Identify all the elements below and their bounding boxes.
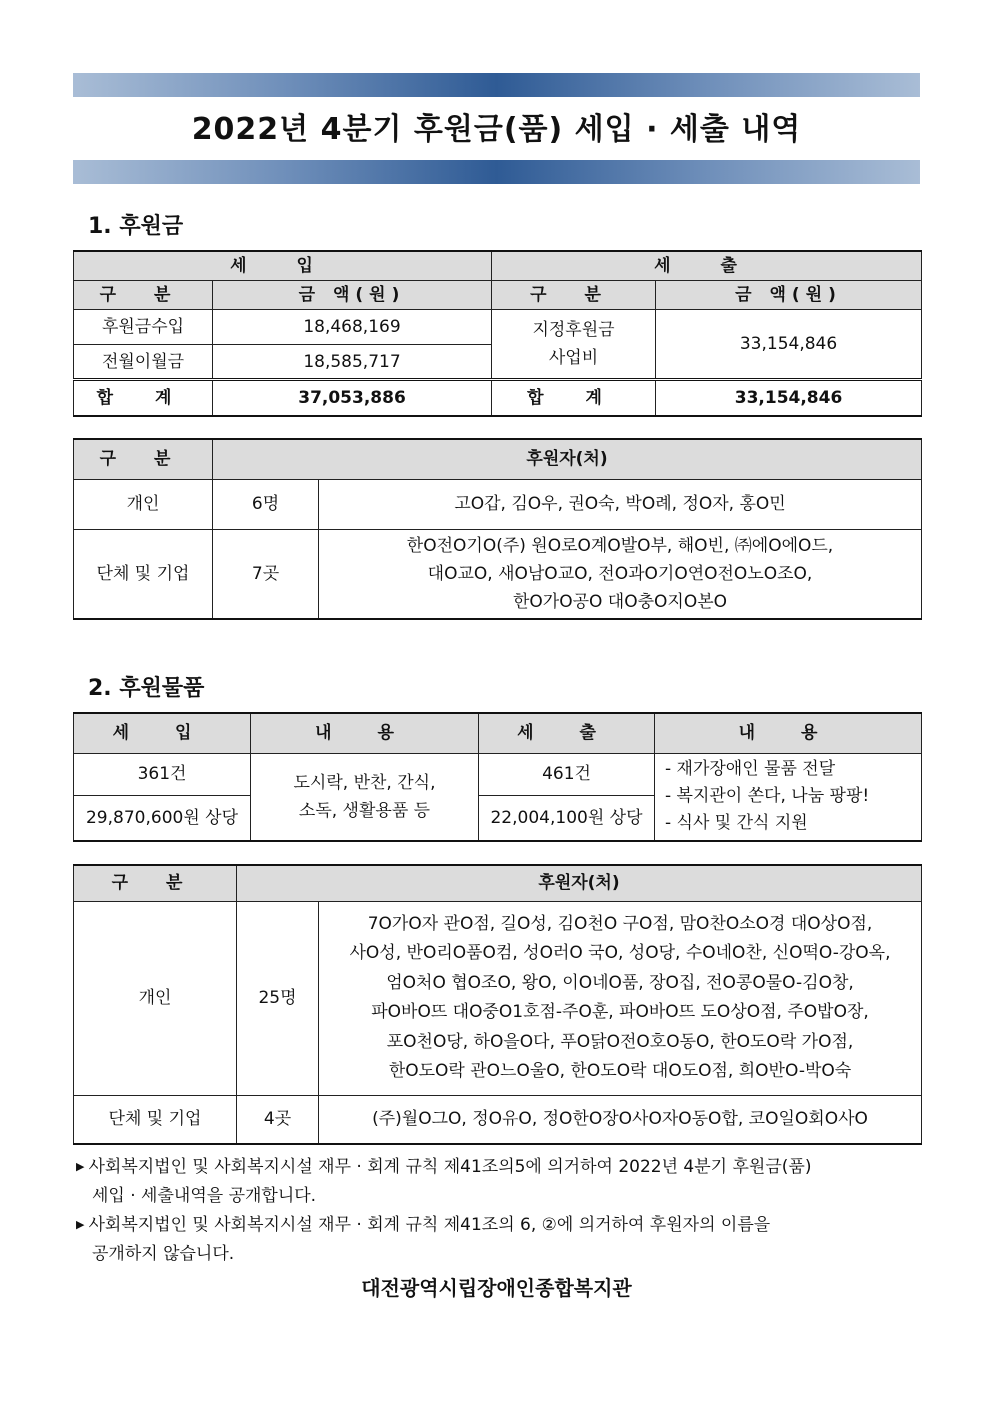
goods-expense-items <box>655 753 922 841</box>
donor-names-line: 포O천O당, 하O을O다, 푸O닭O전O호O동O, 한O도O락 가O점, <box>386 1031 854 1052</box>
donor-names-line: 엄O처O 협O조O, 왕O, 이O네O품, 장O집, 전O콩O물O-김O창, <box>386 972 854 993</box>
income-category-header: 구 분 <box>74 281 213 310</box>
triangle-bullet-icon: ▶ <box>76 1160 85 1173</box>
donor-names-line: 한O도O락 관O느O울O, 한O도O락 대O도O점, 희O반O-박O숙 <box>388 1061 852 1081</box>
section-heading-donations: 1. 후원금 <box>88 214 184 239</box>
top-decorative-bar <box>73 73 920 97</box>
bottom-decorative-bar <box>73 160 920 184</box>
goods-expense-item: - 재가장애인 물품 전달 <box>665 759 836 780</box>
income-row-label: 후원금수입 <box>74 310 213 345</box>
goods-expense-count: 461건 <box>479 753 655 795</box>
triangle-bullet-icon: ▶ <box>76 1218 85 1231</box>
expense-label-line: 사업비 <box>548 348 599 368</box>
income-total-amount: 37,053,886 <box>213 380 492 416</box>
donor-names <box>319 479 922 529</box>
page-title: 2022년 4분기 후원금(품) 세입 · 세출 내역 <box>191 112 802 147</box>
donor-type: 개인 <box>74 901 237 1095</box>
expense-category-header: 구 분 <box>492 281 656 310</box>
donor-names-line: 사O성, 반O리O품O컴, 성O러O 국O, 성O당, 수O네O찬, 신O떡O-강O옥, <box>349 943 891 963</box>
donor-names <box>319 901 922 1095</box>
income-row-amount: 18,585,717 <box>213 345 492 380</box>
note-line: 공개하지 않습니다. <box>92 1244 235 1264</box>
expense-row-amount: 33,154,846 <box>656 310 922 380</box>
note-disclosure <box>76 1152 921 1211</box>
donors-category-header: 구 분 <box>74 439 213 479</box>
donor-names-line: 대O교O, 새O남O교O, 전O과O기O연O전O노O조O, <box>427 563 813 584</box>
donor-names <box>319 1095 922 1144</box>
donor-names-line: 한O가O공O 대O충O지O본O <box>512 591 728 612</box>
income-row-label: 전월이월금 <box>74 345 213 380</box>
goods-income-header: 세 입 <box>74 713 251 753</box>
goods-expense-header: 세 출 <box>479 713 655 753</box>
income-total-label: 합 계 <box>74 380 213 416</box>
goods-donors-category-header: 구 분 <box>74 865 237 901</box>
note-line <box>76 1152 921 1182</box>
donors-header: 후원자(처) <box>213 439 922 479</box>
donor-names-line: 고O갑, 김O우, 권O숙, 박O례, 정O자, 홍O민 <box>454 494 786 514</box>
donor-count: 6명 <box>213 479 319 529</box>
note-line: 세입 · 세출내역을 공개합니다. <box>92 1186 317 1206</box>
goods-donors-header: 후원자(처) <box>237 865 922 901</box>
donor-names-line: 파O바O뜨 대O중O1호점-주O훈, 파O바O뜨 도O상O점, 주O밥O장, <box>371 1002 869 1022</box>
goods-content-line: 소독, 생활용품 등 <box>298 800 431 821</box>
expense-header: 세 출 <box>492 251 922 281</box>
section-heading-goods: 2. 후원물품 <box>88 676 205 701</box>
note-line <box>76 1210 921 1240</box>
goods-donors-table <box>73 864 922 1145</box>
goods-content-header: 내 용 <box>251 713 479 753</box>
income-header: 세 입 <box>74 251 492 281</box>
donor-names-line: 한O전O기O(주) 원O로O계O발O부, 해O빈, ㈜에O에O드, <box>406 535 834 556</box>
expense-total-amount: 33,154,846 <box>656 380 922 416</box>
donor-names <box>319 529 922 619</box>
organization-name: 대전광역시립장애인종합복지관 <box>361 1276 632 1300</box>
goods-income-count: 361건 <box>74 753 251 795</box>
donor-names-line: 7O가O자 관O점, 길O성, 김O천O 구O점, 맘O찬O소O경 대O상O점, <box>367 913 873 934</box>
goods-expense-item: - 복지관이 쏜다, 나눔 팡팡! <box>665 786 870 807</box>
note-privacy <box>76 1210 921 1269</box>
expense-amount-header: 금 액(원) <box>656 281 922 310</box>
expense-row-label <box>492 310 656 380</box>
donor-count: 7곳 <box>213 529 319 619</box>
goods-income-expense-table <box>73 712 922 842</box>
expense-total-label: 합 계 <box>492 380 656 416</box>
income-row-amount: 18,468,169 <box>213 310 492 345</box>
goods-expense-value: 22,004,100원 상당 <box>479 795 655 841</box>
goods-expense-item: - 식사 및 간식 지원 <box>665 813 808 834</box>
income-amount-header: 금 액(원) <box>213 281 492 310</box>
note-text: 사회복지법인 및 사회복지시설 재무 · 회계 규칙 제41조의5에 의거하여 2022년 4분기 후원금(품) <box>88 1157 812 1177</box>
donor-type: 단체 및 기업 <box>74 529 213 619</box>
expense-label-line: 지정후원금 <box>532 320 615 340</box>
donor-count: 25명 <box>237 901 319 1095</box>
donor-type: 단체 및 기업 <box>74 1095 237 1144</box>
donor-names-line: (주)월O그O, 정O유O, 정O한O장O사O자O동O합, 코O일O회O사O <box>372 1109 868 1130</box>
donation-donors-table <box>73 438 922 620</box>
goods-content <box>251 753 479 841</box>
donor-count: 4곳 <box>237 1095 319 1144</box>
note-text: 사회복지법인 및 사회복지시설 재무 · 회계 규칙 제41조의 6, ②에 의거하여 후원자의 이름을 <box>88 1215 771 1235</box>
goods-content2-header: 내 용 <box>655 713 922 753</box>
donation-income-expense-table <box>73 250 922 417</box>
goods-content-line: 도시락, 반찬, 간식, <box>293 772 436 793</box>
goods-income-value: 29,870,600원 상당 <box>74 795 251 841</box>
donor-type: 개인 <box>74 479 213 529</box>
